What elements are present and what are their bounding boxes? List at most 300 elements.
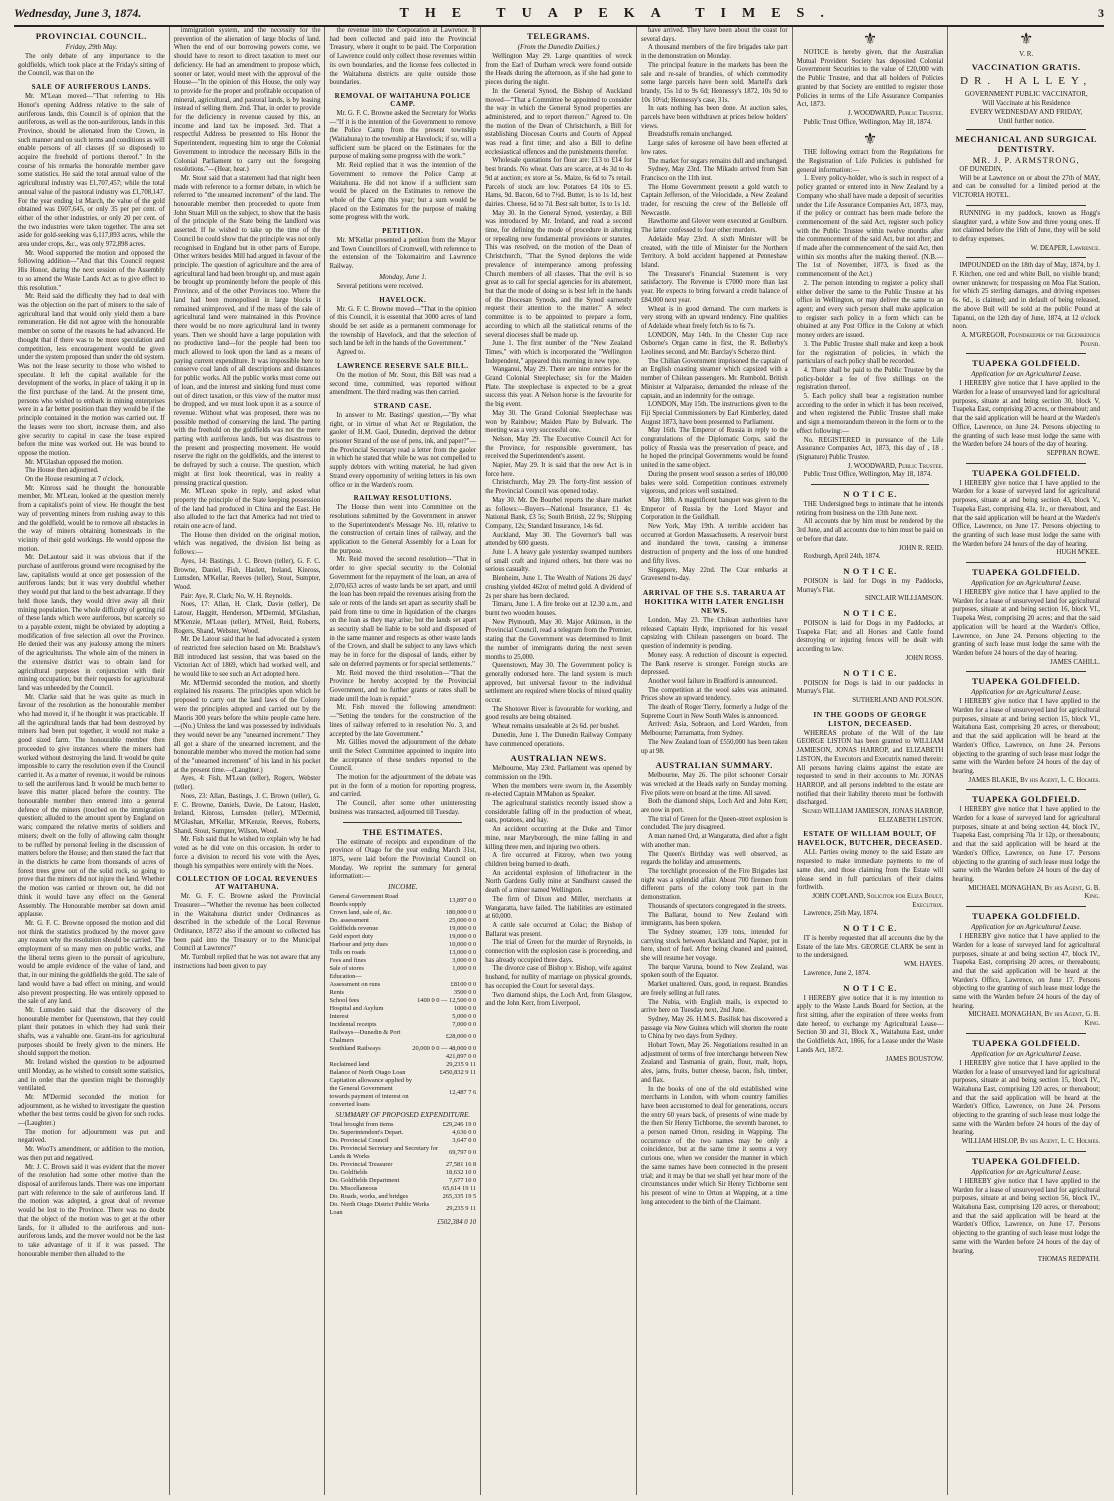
lease-notice: [952, 671, 1100, 785]
armstrong-line: Will be at Lawrence on or about the 27th of MAY, and can be consulted for a limited period at the VICTORIA HOTEL.: [952, 174, 1100, 200]
item-cell: Harbour and jetty dues: [329, 941, 388, 949]
boult-notice: [797, 849, 944, 893]
news-paragraph: The Sydney steamer, 139 tons, intended for carrying stock between Auckland and Napier, put in here, short of fuel. After being cleaned and painted, she will resume her voyage.: [640, 928, 788, 963]
news-paragraph: Breadstuffs remain unchanged.: [647, 131, 733, 139]
railway-paragraphs: [329, 504, 476, 817]
lease-subheading: Application for an Agricultural Lease.: [971, 1167, 1082, 1176]
item-cell: Do. North Otago District Public Works Loan: [329, 1201, 430, 1217]
expenditure-row: [329, 1185, 476, 1193]
news-paragraph: New York, May 19th. A terrible accident has occurred at Gordon Massachusetts. A reservoir burst and inundated the town, causing a immense destruction of property and the loss of one hundred and fifty lives.: [640, 523, 788, 565]
article-paragraph: Mr. J. C. Brown said it was evident that the mover of the resolution had some other motive than the disposal of auriferous lands. There was one important part with reference to the sale of auriferous land. If the motion was adopted, a great deal of revenue would be lost to the Province. There was no doubt that the object of the motion was to get at the other lands, for it alluded to the auriferous and non-auriferous lands, and the mover would not be the last to take advantage of it if it was passed. The honourable member then alluded to the: [18, 1163, 165, 1258]
telegram-paragraph: May 30. In the General Synod, yesterday, a Bill was introduced by Mr. Ireland, and read a second time, for defining the mode of procedure in altering or repealing new fundamental provisions or statutes. This was resolved, on the motion of the Dean of Christchurch, "That the Synod deplores the wide prevalence of intemperance among professing Church members of all classes. That the evil is so great as to call for special agencies for its abatement, but that the mode of doing so is best left in the hands of the Diocesan Synods, and the Synod earnestly request their attention to the matter." A select committee is to be appointed to prepare a form, according to which all the statistical returns of the several dioceses shall be made up.: [485, 209, 632, 339]
copland-location: Lawrence, 25th May, 1874.: [803, 910, 879, 918]
reserve-bill-subhead: LAWRENCE RESERVE SALE BILL.: [337, 361, 469, 370]
lease-signature: HUGH M'KEE.: [1056, 549, 1100, 557]
telegram-paragraph: Blenheim, June 1. The Wealth of Nations 26 days' crushing yielded 462oz of melted gold. A dividend of 2s per share has been declared.: [485, 575, 632, 600]
lease-notice: [952, 463, 1100, 558]
item-cell: Crown land, sale of, &c.: [329, 909, 393, 917]
article-paragraph: Noes, 17: Allan, H. Clark, Davie (teller), De Latour, Haggitt, Henderson, M'Dermid, M'Glashan, M'Kenzie, M'Lean (teller), M'Neil, Reid, Roberts, Rogers, Shand, Webster, Wood.: [173, 601, 321, 635]
lease-notice: [952, 562, 1100, 667]
amount-cell: 65,614 19 11: [442, 1185, 477, 1193]
article-paragraph: Mr. Clarke said that he was quite as much in favour of the resolution as the honourable member who had moved it, if he thought it was practicable. If all the agricultural lands that had been destroyed by miners had been put together, it would not make a good sized farm. The honourable member then proceeded to give instances where the miners had worked without destroying the land. It would be quite impossible to carry the resolution even if the Council carried it. As a matter of revenue, it would be ruinous to sell the auriferous land. It would be much better to leave this matter placed before the country. The honourable member then entered into a general defence of the miners (touched on the immigration question; alluded to the amount spent by England on wars; compared the relative merits of soldiers and miners; dwelt on the folly of allowing calm thought to be ruffled by personal feeling in the discussion of matters before the House; and then stated the fact that in the districts he came from thousands of acres of forest trees grew out of the solid rock, so going to prove that the miners did not injure the land. Whether the motion was carried or thrown out, he did not think it would have any effect on the General Assembly. The Honourable member sat down amid applause.: [18, 693, 165, 919]
news-paragraph: LONDON, May 14th. In the Chester Cup race Osborne's Organ came in first, the R. Bellerby's Leolines second, and Mr. Barclay's Scherzo third.: [640, 331, 788, 357]
notice-paragraph: POISON is laid for Dogs in my Paddocks, Murray's Flat.: [796, 577, 944, 594]
income-row: [329, 1045, 476, 1053]
lease-signature: JAMES CAHILL.: [1050, 658, 1100, 666]
income-row: [329, 949, 476, 957]
lease-heading: TUAPEKA GOLDFIELD.: [972, 911, 1081, 922]
divider: [811, 484, 930, 485]
article-paragraph: Noes, 23: Allan, Bastings, J. C. Brown (teller), G. F. C. Browne, Daniels, Davie, De Latour, Haslett, Ireland, Kinross, Lumsden (teller), M'Dermid, M'Glashan, M'Kellar, M'Kenzie, Reeves, Roberts, Shand, Stout, Sumpter, Wilson, Wood.: [173, 792, 321, 835]
amount-cell: 19,000 0 0: [449, 933, 477, 941]
article-paragraph: Mr. DeLautour said it was obvious that if the purchase of auriferous ground were recognised by the law, capitalists would at once get possession of the auriferous lands; but it was very doubtful whether they would put that land to the best advantage. If they held those lands, they would drive away all their mining population. The whole difficulty of getting rid of these lands which were auriferous, but scarcely so to a payable extent, might be obviated by adopting a modification of free selection all over the Province. He denied their was any jealousy among the miners of the agriculturists. The whole aim of the miners in the extensive district was to obtain land for agricultural purposes in conjunction with their mining occupation; but their requests for agricultural land was unheeded by the Council.: [18, 554, 165, 692]
telegram-paragraph: Wellington May 29. Large quantities of wreck from the Earl of Durham wreck were found outside the Heads during the afternoon, as if she had gone to pieces during the night.: [485, 53, 632, 87]
amount-cell: 4,636 0 0: [452, 1129, 477, 1137]
article-paragraph: The House then went into Committee on the resolutions submitted by the Government in answer to the Superintendent's Message No. 10, relative to the construction of certain lines of railway, and the application to the General Assembly for a Loan for the purpose.: [329, 504, 477, 555]
lease-subheading: Application for an Agricultural Lease.: [971, 923, 1082, 932]
article-paragraph: Mr. M'Lean moved—"That referring to His Honor's opening Address relative to the sale of auriferous lands, this Council is of opinion that the auriferous, as well as the non-auriferous, lands in this Province, should be alienated from the Crown, in such manner and on such terms and conditions as will enable persons of all classes (if so disposed) to acquire the freehold of portions thereof." In the course of his remarks the honorable member gave some statistics. He said the total annual value of the agricultural industry was £1,707,457; while the total annual value of the pastoral industry was £1,708,147. For the year ending 1st March, the value of the gold obtained was £607,645, or only 35 per per cent. of either of the other industries, or only 20 per cent. of the two industries were taken together. The area set aside for gold-seeking was 6,117,893 acres, while the area under crops, &c., was only 972,898 acres.: [18, 93, 165, 249]
telegram-paragraphs: [485, 53, 632, 749]
income-row: [329, 893, 476, 909]
item-cell: Do. Goldfields: [329, 1169, 368, 1177]
article-paragraph: The motion for adjournment was put and negatived.: [18, 1128, 165, 1145]
telegram-paragraph: New Plymouth, May 30. Major Atkinson, in the Provincial Council, read a telegram from the Premier, stating that the Government was determined to limit the number of immigrants during the next seven months to 25,000.: [485, 618, 632, 661]
vr-monogram: V. R.: [1019, 50, 1034, 58]
news-paragraph: Singapore, May 22nd. The Czar embarks at Gravesend to-day.: [640, 566, 788, 583]
royal-arms-icon: ⚜: [1019, 31, 1034, 48]
news-paragraph: The death of Roger Tierry, formerly a Judge of the Supreme Court in New South Wales is announced.: [640, 704, 788, 720]
notice-paragraph: 5. Each policy shall bear a registration number according to the order in which it has been received, and when registered the Public Trustee shall make and sign a memorandum thereon in the form or to the effect following:—: [796, 393, 944, 435]
reid-location: Roxburgh, April 24th, 1874.: [803, 553, 881, 561]
havelock-paragraphs: [329, 306, 476, 358]
notice-paragraph: WHEREAS probate of the Will of the late GEORGE LISTON has been granted to WILLIAM JAMIESON, JONAS HARROP, and ELIZABETH LISTON, the Executors and Executrix named therein: All persons having claims against the estate are requested to send in their accounts to Mr. JONAS HARROP, and all persons indebted to the estate are notified that their liability thereto must be forthwith discharged.: [796, 729, 944, 807]
boustow-notice: [797, 995, 944, 1056]
column-7: [948, 27, 1104, 1495]
news-paragraph: Sydney, May 26. H.M.S. Basilisk has discovered a passage via New Guinea which will shorten the route to China by two days from Sydney.: [640, 1015, 788, 1041]
income-row: [329, 1005, 476, 1013]
liston-heading: IN THE GOODS OF GEORGE LISTON, DECEASED.: [813, 709, 927, 728]
article-paragraph: Mr. Wood supported the motion and opposed the following addition—"And that this Council request His Honor, during the next session of the Assembly to so amend the Waste Lands Act as to give effect to this resolution.": [18, 249, 165, 292]
public-trustee-sign: J. WOODWARD, Public Trustee.: [847, 109, 944, 117]
australian-summary-heading: AUSTRALIAN SUMMARY.: [655, 760, 773, 771]
amount-cell: 25,000 0 0: [449, 917, 477, 925]
notice-paragraph: No. REGISTERED in pursuance of the Life Assurance Companies Act, 1873, this day of , 18 . (Signature) Public Trustee.: [796, 436, 944, 461]
reid-notice: [797, 501, 944, 545]
divider: [966, 671, 1086, 672]
article-paragraph: Agreed to.: [336, 349, 366, 357]
column-6: [793, 27, 949, 1495]
impounded-notice: [952, 262, 1100, 332]
police-camp-paragraphs: [329, 110, 476, 223]
petition-subhead: PETITION.: [382, 227, 424, 236]
expenditure-row: [329, 1121, 476, 1129]
royal-arms-icon: ⚜: [862, 131, 878, 149]
vaccination-line: GOVERNMENT PUBLIC VACCINATOR,: [964, 90, 1088, 98]
amount-cell: 10,000 0 0: [449, 941, 477, 949]
amount-cell: 13,000 0 0: [449, 949, 477, 957]
amount-cell: 1000 0 0: [453, 1005, 477, 1013]
item-cell: Interest: [329, 1013, 349, 1021]
amount-cell: 69,797 0 0: [449, 1149, 477, 1157]
income-row: [329, 1069, 476, 1077]
income-row: [329, 909, 476, 917]
telegram-paragraph: Napier, May 29. It is said that the new Act is in force here.: [485, 462, 632, 478]
lease-heading: TUAPEKA GOLDFIELD.: [972, 358, 1081, 369]
notice-paragraph: NOTICE is hereby given, that the Australian Mutual Provident Society has deposited Colonial Government Securities to the value of £20,000 with the Public Trustee, and that all holders of Policies granted by that Society are entitled to register those Policies in terms of the Life Assurance Companies Act, 1873.: [796, 49, 944, 109]
income-row: [329, 997, 476, 1005]
telegram-paragraph: May 30. Mr. De Bourbel reports the share market as follows:—Buyers—National Insurance, £1 4s; National Bank, £3 5s; South British, 22 9s; Shipping Company, 12s; Standard Insurance, 14s 6d.: [485, 496, 632, 530]
article-paragraph: Pair: Aye, R. Clark; No, W. H. Reynolds.: [180, 592, 293, 600]
news-paragraph: The trial of Green for the Queen-street explosion is concluded. The jury disagreed.: [640, 815, 788, 832]
article-paragraph: Mr. Gillies moved the adjournment of the debate until the Select Committee appointed to inquire into the acceptance of these tenders reported to the Council.: [329, 739, 477, 773]
expenditure-row: [329, 1169, 476, 1177]
telegram-paragraph: The Shotover River is favourable for working, and good results are being obtained.: [485, 705, 632, 722]
item-cell: Gold export duty: [329, 933, 374, 941]
income-row: [329, 965, 476, 973]
income-row: [329, 1053, 476, 1061]
expenditure-row: [329, 1177, 476, 1185]
article-paragraph: On the House resuming at 7 o'clock,: [25, 476, 124, 484]
news-paragraph: A thousand members of the fire brigades take part in the demonstration on Monday.: [640, 44, 788, 61]
lease-signature: JAMES BLAKIE, By his Agent, L. C. Holmes.: [968, 776, 1100, 784]
boustow-sign: JAMES BOUSTOW.: [885, 1055, 944, 1063]
provincial-council-heading: PROVINCIAL COUNCIL.: [35, 31, 147, 41]
news-paragraph: A fire occurred at Fitzroy, when two young children being burned to death.: [485, 852, 632, 868]
item-cell: Balance of North Otago Loan: [329, 1069, 406, 1077]
lease-subheading: Application for an Agricultural Lease.: [971, 579, 1082, 588]
lease-subheading: Application for an Agricultural Lease.: [971, 688, 1082, 697]
item-cell: Railways—Dunedin & Port Chalmers: [329, 1029, 401, 1045]
waitahuna-revenue-subhead: COLLECTION OF LOCAL REVENUES AT WAITAHUNA.: [176, 875, 318, 892]
columns: [14, 27, 1104, 1495]
article-paragraph: Mr. Turnbull replied that he was not aware that any instructions had been given to pay: [173, 954, 321, 970]
session-date: Friday, 29th May.: [65, 43, 118, 51]
telegram-paragraph: Wanganui, May 29. There are nine entries for the Grand Colonial Steeplechase; six for the Maiden Plate. The steeplechase is expected to be a great success this year. A Nelson horse is the favourite for the big event.: [485, 366, 632, 409]
auriferous-lands-subhead: SALE OF AURIFEROUS LANDS.: [31, 83, 152, 92]
article-paragraph: Mr. M'Dermid seconded the motion for adjournment, as he wished to investigate the question whether the best terms could be given for such rocks.—(Laughter.): [18, 1093, 165, 1128]
news-paragraph: Market unaltered. Oats, good, in request. Brandies are freely selling at full rates.: [640, 981, 788, 997]
news-paragraph: Sydney, May 23rd. The Mikado arrived from San Francisco on the 11th inst.: [640, 166, 788, 182]
amount-cell: 3,000 0 0: [452, 957, 477, 965]
lease-signature: SEPPRAN ROWE.: [1046, 449, 1100, 457]
notice-paragraph: POISON is laid for Dogs in my Paddocks, at Tuapeka Flat; and all Horses and Cattle found destroying or injuring fences will be dealt with according to law.: [796, 620, 944, 654]
news-paragraph: Money easy. A reduction of discount is expected. The Bank reserve is stronger. Foreign stocks are depressed.: [640, 651, 788, 677]
income-row: [329, 933, 476, 941]
expenditure-table: [329, 1121, 476, 1217]
lease-heading: TUAPEKA GOLDFIELD.: [972, 1037, 1081, 1048]
news-paragraph: Two diamond ships, the Loch Ard, from Glasgow, and the John Kerr, from Liverpool,: [485, 991, 632, 1008]
news-paragraph: A cattle sale occurred at Colac; the Bishop of Ballarat was present.: [485, 921, 632, 938]
news-paragraph: In the books of one of the old established wine merchants in London, with whom country families have been accustomed to deal for generations, occurs the entry 60 years back, of presents of wine made by the then Sir Henry Tichborne, the seventh baronet, to a person named Orton, residing in Wapping. The occurrence of the two names may be only a coincidence, but at the same time it seems a very curious one, when we consider the manner in which the same names have been connected in the present trial; and it may be that we shall yet hear more of the circumstances under which Sir Henry Tichborne sent his present of wine to Orton at Wapping, at a time long antecedent to the birth of the Claimant.: [640, 1085, 788, 1206]
article-paragraph: Mr. Ireland wished the question to be adjourned until Monday, as he wished to consult some statistics, and in order that the question might be thoroughly ventilated.: [18, 1059, 165, 1093]
income-row: [329, 1077, 476, 1109]
lease-subheading: Application for an Agricultural Lease.: [971, 370, 1082, 379]
news-paragraph: The principal feature in the markets has been the sale and re-sale of brandies, of which commodity some large parcels have been sold. Martell's dark brandy, 15s 1d to 9s 6d; Hennessy's 1872, 10s 9d to 10s 10½d; Hennessy's case, 31s.: [640, 61, 788, 104]
havelock-subhead: HAVELOCK.: [379, 295, 427, 304]
telegram-paragraph: Timaru, June 1. A fire broke out at 12.30 a.m., and burnt two wooden houses.: [485, 601, 632, 617]
amount-cell: 19,000 0 0: [449, 925, 477, 933]
news-continued: [641, 27, 788, 584]
telegram-paragraph: Wholesale quotations for flour are: £13 to £14 for best brands. No wheat. Oats are scarce, at 4s 3d to 4s 9d at auction; ex store at 5s. Maize, 6s 6d to 7s retail. Parcels of stock are low. Potatoes £4 10s to £5. Hams, 9d. Bacon, 6d to 7½d. Butter, 1s to 1s 1d, best dairies. Cheese, 6d to 7d. Best salt butter, 1s to 1s 1d.: [485, 157, 632, 208]
notice-heading: N O T I C E.: [843, 565, 897, 576]
amount-cell: [412, 973, 476, 981]
notice-paragraph: All accounts due by him must be rendered by the 3rd June, and all accounts due to him must be paid on or before that date.: [796, 518, 944, 543]
article-paragraph: immigration system, and the necessity for the prevention of the alienation of large blocks of land. When the end of our borrowing powers come, we should have to resort to direct taxation to meet our deficiency. He had an amendment to propose which, sooner or later, would meet with the approval of the House—"In the opinion of this House, the only way to provide for the proper and profitable occupation of mineral, agricultural, and pastoral lands, is by leasing instead of selling them. 2nd. That, in order to provide for the deficiency in revenue caused by this, an income and land tax be imposed. 3rd. That a respectful Address be presented to His Honor the Superintendent, requesting him to urge the Colonial Government to introduce the necessary Bills in the Colonial Parliament to carry out the foregoing resolutions."—(Hear, hear.): [173, 27, 321, 174]
article-paragraph: Mr. Reid said the difficulty they had to deal with was the objection on the part of miners to the sale of agricultural land that would only yield them a bare remuneration. He did not agree with the honourable member on some of the reasons he had advanced. He thought that if there was to be more speculation and competition, less encouragement would be given under the system proposed than under the old system. Was not the lease security to those who wished to speculate. It left the capital available for the development of the works, in place of taking it up in the first purchase of the land. At the present time, persons who wished to embark in mining enterprises were in a far better position than they would be if the principle contained in the motion was carried out. If the leases were too short, increase them, and also give security to capital in case the lease expired before the mine was worked out. He was bound to oppose the motion.: [18, 293, 165, 457]
sutherland-sign: SUTHERLAND AND POLSON.: [852, 697, 944, 704]
policy-regulations: [797, 149, 944, 462]
news-paragraph: Adelaide May 23rd. A sixth Minister will be created, with the title of Minister for the Northern Territory. A bold accident happened at Penneshaw Island.: [640, 235, 788, 269]
telegrams-heading: TELEGRAMS.: [527, 31, 591, 41]
amount-cell: 265,335 19 5: [442, 1193, 477, 1201]
divider: [966, 205, 1086, 206]
expenditure-total: £502,384 0 10: [437, 1219, 477, 1227]
australian-news-heading: AUSTRALIAN NEWS.: [510, 753, 607, 764]
telegram-paragraph: May 30. The Grand Colonial Steeplechase was won by Rainbow; Maiden Plate by Bulwark. The meeting was a very successful one.: [485, 409, 632, 435]
reid-sign: JOHN R. REID.: [898, 544, 944, 552]
divider: [966, 129, 1086, 130]
issue-date: Wednesday, June 3, 1874.: [14, 6, 142, 20]
article-paragraph: Mr. G. F. C. Browne asked the Secretary for Works—"If it is the intention of the Government to remove the Police Camp from the present township (Waitahuna) to the township at Havelock; if so, will a sufficient sum be placed on the Estimates for the purpose of making some progress with the work.": [329, 109, 477, 161]
divider: [966, 1151, 1086, 1152]
boult-heading: ESTATE OF WILLIAM BOULT, OF HAVELOCK, BUTCHER, DECEASED.: [797, 829, 943, 848]
trust-office-location: Public Trust Office, Wellington, May 18, 1874.: [803, 118, 933, 126]
public-trustee-sign-2: J. WOODWARD, Public Trustee.: [847, 462, 944, 470]
copland-sign: JOHN COPLAND, Solicitor for Eliza Boult, Executrix.: [812, 892, 944, 909]
mcgregor-sign: A. M'GREGOR, Poundkeeper of the Glenkenich Pound.: [961, 331, 1100, 348]
revenue-continued: [329, 27, 476, 88]
item-cell: Do. assessment: [329, 917, 369, 925]
item-cell: Southland Railways: [329, 1045, 381, 1053]
news-paragraph: LONDON, May 15th. The instructions given to the Fiji Special Commissioners by Earl Kimberley, dated August 1873, have been presented to Parliament.: [640, 401, 788, 426]
divider: [966, 463, 1086, 464]
telegram-paragraph: Nelson, May 29. The Executive Council Act for the Province, for responsible government, has received the Superintendent's assent.: [485, 435, 632, 461]
item-cell: Rents: [329, 989, 345, 997]
notice-heading: N O T I C E.: [843, 608, 897, 619]
tararua-paragraphs: [641, 617, 788, 756]
petition-paragraphs: [329, 237, 476, 272]
article-paragraph: On the motion of Mr. Stout, this Bill was read a second time, committed, was reported without amendment. The third reading was then carried.: [329, 371, 477, 397]
lease-heading: TUAPEKA GOLDFIELD.: [972, 467, 1081, 478]
article-paragraph: Mr. M'Lean spoke in reply, and asked what property the principle of the State keeping possession of the land had produced in China and the East. He also alluded to the fact that America had not tried to retain one acre of land.: [173, 488, 321, 531]
article-paragraph: Mr. G. F. C. Browne moved—"That in the opinion of this Council, it is essential that 3000 acres of land should be set aside as a permanent commonage for the township of Havelock, and that the selection of such land be left in the hands of the Government.": [329, 305, 477, 348]
item-cell: Capitation allowance applied by the General Government towards payment of interest on converted loans: [329, 1077, 412, 1109]
divider: [966, 562, 1086, 563]
item-cell: [329, 1053, 412, 1061]
news-paragraph: The Treasurer's Financial Statement is very satisfactory. The Revenue is £7000 more than last year. He expects to bring forward a credit balance of £84,000 next year.: [640, 270, 788, 304]
item-cell: Do. Roads, works, and bridges: [329, 1193, 409, 1201]
estimates-intro: The estimate of receipts and expenditure of the province of Otago for the year ending March 31st, 1875, were laid before the Provincial Council on Monday. We reprint the summary for general information:—: [329, 838, 477, 881]
notice-heading: N O T I C E.: [843, 982, 897, 993]
expenditure-label: SUMMARY OF PROPOSED EXPENDITURE.: [335, 1111, 471, 1120]
income-row: [329, 989, 476, 997]
cable-telegrams-heading: ARRIVAL OF THE S.S. TARARUA AT HOKITIKA WITH LATER ENGLISH NEWS.: [642, 588, 786, 615]
police-camp-subhead: REMOVAL OF WAITAHUNA POLICE CAMP.: [334, 91, 471, 108]
news-paragraph: Melbourne, May 26. The pilot schooner Corsair was wrecked at the Heads early on Sunday morning. Five pilots were on board at the time. All saved.: [640, 772, 788, 797]
news-paragraph: Both the diamond ships, Loch Ard and John Kerr, are now in port.: [640, 798, 788, 815]
armstrong-name: MR. J. P. ARMSTRONG,: [972, 156, 1080, 165]
notice-paragraph: RUNNING in my paddock, known as Hogg's slaughter yard, a white Sow and three young ones. If not claimed before the 16th of June, they will be sold to defray expenses.: [952, 209, 1100, 243]
petitions-received: [329, 283, 476, 292]
income-row: [329, 917, 476, 925]
article-paragraph: Mr. M'Dermid seconded the motion, and shortly explained his reasons. The principles upon which he proposed to carry out the land laws of the Colony were the principles adopted and carried out by the Maoris 300 years before the white people came here.—(No.) Unless the land was possessed by individuals they would never be any "unearned increment." They all got a share of the unearned increment, and the honourable member who moved the motion had some of the "unearned increment" of his land in his pocket at the present time.—(Laughter.): [173, 679, 321, 774]
news-paragraph: Wheat is in good demand. The corn markets is very strong with an upward tendency. Fine qualities of Adelaide wheat freely fetch 6s to 6s 7s.: [640, 305, 788, 330]
telegram-paragraph: Wheat remains unsaleable at 2s 6d. per bushel.: [492, 723, 620, 731]
news-paragraph: When the members were sworn in, the Assembly re-elected Captain M'Mahon as Speaker.: [485, 782, 632, 799]
lease-signature: WILLIAM HISLOP, By his Agent, L. C. Holmes.: [961, 1138, 1100, 1146]
lease-text: I HEREBY give notice that I have applied to the Warden for a lease of surveyed land for agricultural purposes, situate at and being section 43, block V., Tuapeka East, comprising 43a. 1r., or thereabout, and that the said application will be heard at the Warden's Office, Lawrence, on June 17. Persons objecting to the granting of such lease must lodge the same with the Warden before 24 hours of the day of hearing.: [952, 479, 1100, 548]
lease-heading: TUAPEKA GOLDFIELD.: [972, 794, 1081, 805]
telegram-paragraph: Dunedin, June 1. The Dunedin Railway Company have commenced operations.: [485, 731, 632, 748]
income-row: [329, 925, 476, 933]
strand-case-subhead: STRAND CASE.: [373, 401, 432, 410]
armstrong-line: OF DUNEDIN,: [959, 166, 1003, 173]
poison-notice-1: [797, 578, 944, 595]
amount-cell: £8100 0 0: [450, 981, 477, 989]
item-cell: Do. Superintendent's Depart.: [329, 1129, 404, 1137]
news-paragraph: Another wool failure in Bradford is announced.: [647, 677, 778, 685]
clark-notice: [797, 935, 944, 961]
item-cell: Total brought from items: [329, 1121, 394, 1129]
news-paragraph: In oats nothing has been done. At auction sales, parcels have been withdrawn at prices below holders' views.: [640, 105, 788, 130]
news-paragraph: The Queen's Birthday was well observed, as regards the holiday and amusements.: [640, 850, 788, 867]
royal-arms-icon: ⚜: [862, 31, 878, 48]
amp-notice: [797, 49, 944, 110]
lease-text: I HEREBY give notice that I have applied to the Warden for a lease of unsurveyed land for agricultural purposes, situate at and being section 15, block IV., Waitahuna East, comprising 120 acres, or thereabout; and that the said application will be heard at the Warden's Office, Lawrence, on June 24. Persons objecting to the granting of such lease must lodge the same with the Warden before 24 hours of the day of hearing.: [952, 1059, 1100, 1137]
news-paragraph: An accident occurring at the Duke and Timor mine, near Maryborough, the mine falling in and killing three men, and injuring two others.: [485, 826, 632, 851]
notice-paragraph: 4. There shall be paid to the Public Trustee by the policy-holder a fee of five shillings on the registration thereof.: [796, 366, 944, 392]
poison-notice-3: [797, 680, 944, 697]
income-row: [329, 1013, 476, 1021]
item-cell: Reclaimed land: [329, 1061, 370, 1069]
article-paragraph: Mr. Stout said that a statement had that night been made with reference to a former debate, in which he referred to "the unearned increment" of the land. The honourable member then proceeded to quote from John Stuart Mill on the subject, to show that the basis of the principle of the State being the landlord was asserted. If he wished to take up the time of the Council he could show that the principle was not only recognised in England but in other parts of Europe. Other writers besides Mill had argued in favour of the principle. The question of agriculture and the area of agricultural land had been brought up, and must again be brought up prominently before the people of this Province, and of the other Provinces too. Where the land had been monopolised in large blocks it remained unimproved, and if the mass of the sale of agricultural land were maintained in this Province there would be no more agricultural land in twenty years. Then we should have a large population with no productive land—for the people had been too much allowed to look upon the land as a means of paying current expenditure. It was impossible here to conserve coal lands of all descriptions and distances for public works. All the public works must come out of loan, and the interest and sinking fund must come out of direct taxation, or this view of the matter must be dropped, and we must look upon it as a source of revenue. Without what was proposed, there was no possible method of conserving the land. The parting with the freehold on the goldfields was not the mere parting with auriferous lands, but was disastrous to the present and prospecting movement. He would reserve the right on the goldfields, and the interest to be defrayed by such a course. The question, which might at first look theoretical, was in reality a pressing practical question.: [173, 174, 321, 487]
running-notice: [952, 210, 1100, 245]
news-paragraph: May 18th. A magnificent banquet was given to the Emperor of Russia by the Lord Mayor and Corporation in the Guildhall.: [640, 496, 788, 522]
income-row: [329, 957, 476, 965]
vaccination-line: Until further notice.: [998, 117, 1055, 125]
news-paragraph: Arrived: Asia, Sobraon, and Lord Warden, from Melbourne; Parramatta, from Sydney.: [640, 721, 788, 738]
lease-signature: THOMAS REDPATH.: [1037, 1256, 1100, 1264]
notice-paragraph: 2. The person intending to register a policy shall either deliver the same to the Public Trustee at his office in Wellington, or may deliver the same to an agent; and every such person shall make application to register such policy in a form which can be obtained at any Post Office in the Colony at which money orders are issued.: [796, 279, 944, 340]
news-paragraph: The Nubia, with English mails, is expected to arrive here on Tuesday next, 2nd June.: [640, 998, 788, 1015]
railway-subhead: RAILWAY RESOLUTIONS.: [353, 494, 453, 503]
expenditure-row: [329, 1201, 476, 1217]
dentistry-heading: MECHANICAL AND SURGICAL DENTISTRY.: [955, 134, 1098, 154]
telegrams-source: (From the Dunedin Dailies.): [517, 43, 600, 51]
article-paragraph: In answer to Mr. Bastings' question,—"By what right, or in virtue of what Act or Regulation, the gaoler of H.M. Gaol, Dunedin, deprived the debtor prisoner Strand of the use of pens, ink, and paper?"—the Provincial Secretary read a letter from the gaoler in which he stated that while he was not compelled to supply debtors with writing material, he had given Strand every opportunity of writing letters in his own office or in the Warden's room.: [329, 411, 477, 489]
amount-cell: 1,000 0 0: [452, 965, 477, 973]
notice-paragraph: IT is hereby requested that all accounts due by the Estate of the late Mrs. GEORGE CLARK be sent in to the undersigned.: [796, 935, 944, 960]
poison-notice-2: [797, 620, 944, 655]
income-row: [329, 973, 476, 981]
item-cell: Do. Provincial Council: [329, 1137, 389, 1145]
income-label: INCOME.: [388, 883, 418, 892]
item-cell: Fees and fines: [329, 957, 367, 965]
telegram-paragraph: Christchurch, May 29. The forty-first session of the Provincial Council was opened today.: [485, 479, 632, 496]
amount-cell: 27,581 16 8: [445, 1161, 477, 1169]
news-paragraph: The Home Government present a gold watch to Captain Jefferson, of the Velocidade, a New Zealand trader, for rescuing the crew of the Belleisle off Newcastle.: [640, 183, 788, 217]
amount-cell: 29,235 9 11: [446, 1061, 477, 1069]
income-row: [329, 941, 476, 949]
amount-cell: 3500 0 0: [453, 989, 477, 997]
summary-paragraphs: [641, 772, 788, 1207]
telegram-paragraph: June 1. The first number of the "New Zealand Times," with which is incorporated the "Wellington Independent," appeared this morning in new type.: [485, 340, 632, 365]
news-paragraph: Large sales of kerosene oil have been effected at low rates.: [640, 140, 788, 156]
australian-news-paragraphs: [485, 765, 632, 1009]
item-cell: Tolls on roads: [329, 949, 366, 957]
armstrong-lines: [952, 166, 1100, 201]
news-paragraph: The divorce case of Bishop v. Bishop, wife against husband, for nullity of marriage on physical grounds, has occupied the Court for several days.: [485, 965, 632, 990]
reserve-bill-paragraphs: [329, 372, 476, 398]
news-paragraph: The competition at the wool sales was animated. Prices show an upward tendency.: [640, 686, 788, 703]
income-row: [329, 981, 476, 989]
amount-cell: £450,832 9 11: [439, 1069, 477, 1077]
trust-office-location-2: Public Trust Office, Wellington, May 18, 1874.: [803, 471, 933, 479]
amount-cell: £29,246 19 0: [442, 1121, 477, 1129]
expenditure-row: [329, 1193, 476, 1201]
news-paragraph: The torchlight procession of the Fire Brigades last night was a splendid affair. About 700 firemen from different parts of the colony took part in the demonstration.: [640, 867, 788, 902]
ross-sign: JOHN ROSS.: [905, 654, 944, 662]
column-3: [325, 27, 481, 1495]
telegram-paragraph: Queenstown, May 30. The Government policy is generally endorsed here. The land system is much approved, but universal favour to the individual settlement are required where blocks of mixed quality occur.: [485, 662, 632, 705]
amount-cell: 7,000 0 0: [452, 1021, 477, 1029]
lease-text: I HEREBY give notice that I have applied to the Warden for a lease of surveyed land for agricultural purposes, situate at and being section 47, block IV., Tuapeka East, comprising 20 acres, or thereabouts; and that the said application will be heard at the Warden's Office, Lawrence, on June 17. Persons objecting to the granting of such lease must lodge the same with the Warden before 24 hours of the day of hearing.: [952, 933, 1100, 1010]
news-paragraph: The trial of Green for the murder of Reynolds, in connection with the explosion case is proceeding, and has already occupied three days.: [485, 939, 632, 964]
lease-subheading: Application for an Agricultural Lease.: [971, 1049, 1082, 1058]
lease-signature: MICHAEL MONAGHAN, By his Agent, G. B. King.: [968, 884, 1100, 901]
vaccination-lines: [952, 90, 1100, 125]
revenue-paragraphs: [174, 893, 321, 971]
lease-notice: [952, 906, 1100, 1029]
amount-cell: 421,897 0 0: [445, 1053, 477, 1061]
expenditure-row: [329, 1129, 476, 1137]
masthead: [14, 6, 1104, 22]
news-paragraph: The New Zealand loan of £550,000 has been taken up at 98.: [640, 738, 788, 755]
news-paragraph: The agricultural statistics recently issued show a considerable falling off in the production of wheat, oats, potatoes, and hay.: [485, 800, 632, 825]
article-paragraph: Mr. M'Glashan opposed the motion.: [25, 458, 123, 466]
notice-paragraph: IMPOUNDED on the 18th day of May, 1874, by J. F. Kitchen, one red and white Bull, no visible brand; owner unknown; for trespassing on Moa Flat Station, for which 25 sterling damages, and driving expenses 6s. 6d., is claimed; and in default of being released, the above Bull will be sold at the public Pound at Tapanui, on the 12th day of June, 1874, at 12 o'clock noon.: [952, 262, 1100, 331]
page-number: 3: [1097, 6, 1104, 20]
divider: [966, 906, 1086, 907]
amount-cell: 20,000 0 0 — 48,000 0 0: [412, 1045, 477, 1053]
expenditure-row: [329, 1145, 476, 1161]
council-paragraphs: [18, 93, 165, 1259]
income-row: [329, 1061, 476, 1069]
estimates-heading: THE ESTIMATES.: [362, 826, 444, 837]
article-paragraph: Several petitions were received.: [336, 282, 424, 290]
article-paragraph: Ayes, 14: Bastings, J. C. Brown (teller), G. F. C. Browne, Daniel, Fish, Haslett, Ireland, Kinross, Lumsden, M'Kellar, Reeves (teller), Stout, Sumpter, Wood.: [173, 557, 321, 591]
vaccination-line: EVERY WEDNESDAY AND FRIDAY,: [970, 108, 1083, 116]
notice-paragraph: 3. The Public Trustee shall make and keep a book for the registration of policies, in which the particulars of each policy shall be recorded.: [796, 340, 944, 366]
item-cell: Sale of stores: [329, 965, 364, 973]
notice-paragraph: THE Undersigned begs to intimate that he intends retiring from business on the 13th June next.: [796, 501, 944, 517]
article-paragraph: The motion for the adjournment of the debate was put in the form of a motion for reporting progress, and carried.: [329, 774, 477, 799]
column-4: [481, 27, 637, 1495]
newspaper-title: THE TUAPEKA TIMES.: [399, 6, 840, 21]
liston-notice: [797, 730, 944, 808]
williamson-sign: SINCLAIR WILLIAMSON.: [864, 595, 944, 603]
news-paragraph: An accidental explosion of lithofracteur in the North Gardens Gully mine at Sandhurst caused the death of a miner named Wellington.: [485, 869, 632, 895]
lease-notice: [952, 353, 1100, 458]
column-1: [14, 27, 170, 1495]
lease-heading: TUAPEKA GOLDFIELD.: [972, 1155, 1081, 1166]
lease-text: I HEREBY give notice that I have applied to the Warden for a lease of unsurveyed land for agricultural purposes, situate at and being section 56, block IV., Waitahuna East, comprising 120 acres, or thereabout; and that the said application will be heard at the Warden's Office, Lawrence, on June 17. Persons objecting to the granting of such lease must lodge the same with the Warden before 24 hours of the day of hearing.: [952, 1177, 1100, 1255]
article-paragraph: the revenue into the Corporation at Lawrence. It had been collected and paid into the Provincial Treasury, where it ought to be paid. The Corporation of Lawrence could only collect those revenues within its own boundaries, and the license fees collected in the Waitahuna districts are quite outside those boundaries.: [329, 27, 477, 87]
divider: [966, 1033, 1086, 1034]
dr-halley-name: DR. HALLEY,: [960, 75, 1093, 87]
council-paragraphs-intro: [18, 53, 165, 79]
amount-cell: 1400 0 0 — 12,500 0 0: [417, 997, 477, 1005]
